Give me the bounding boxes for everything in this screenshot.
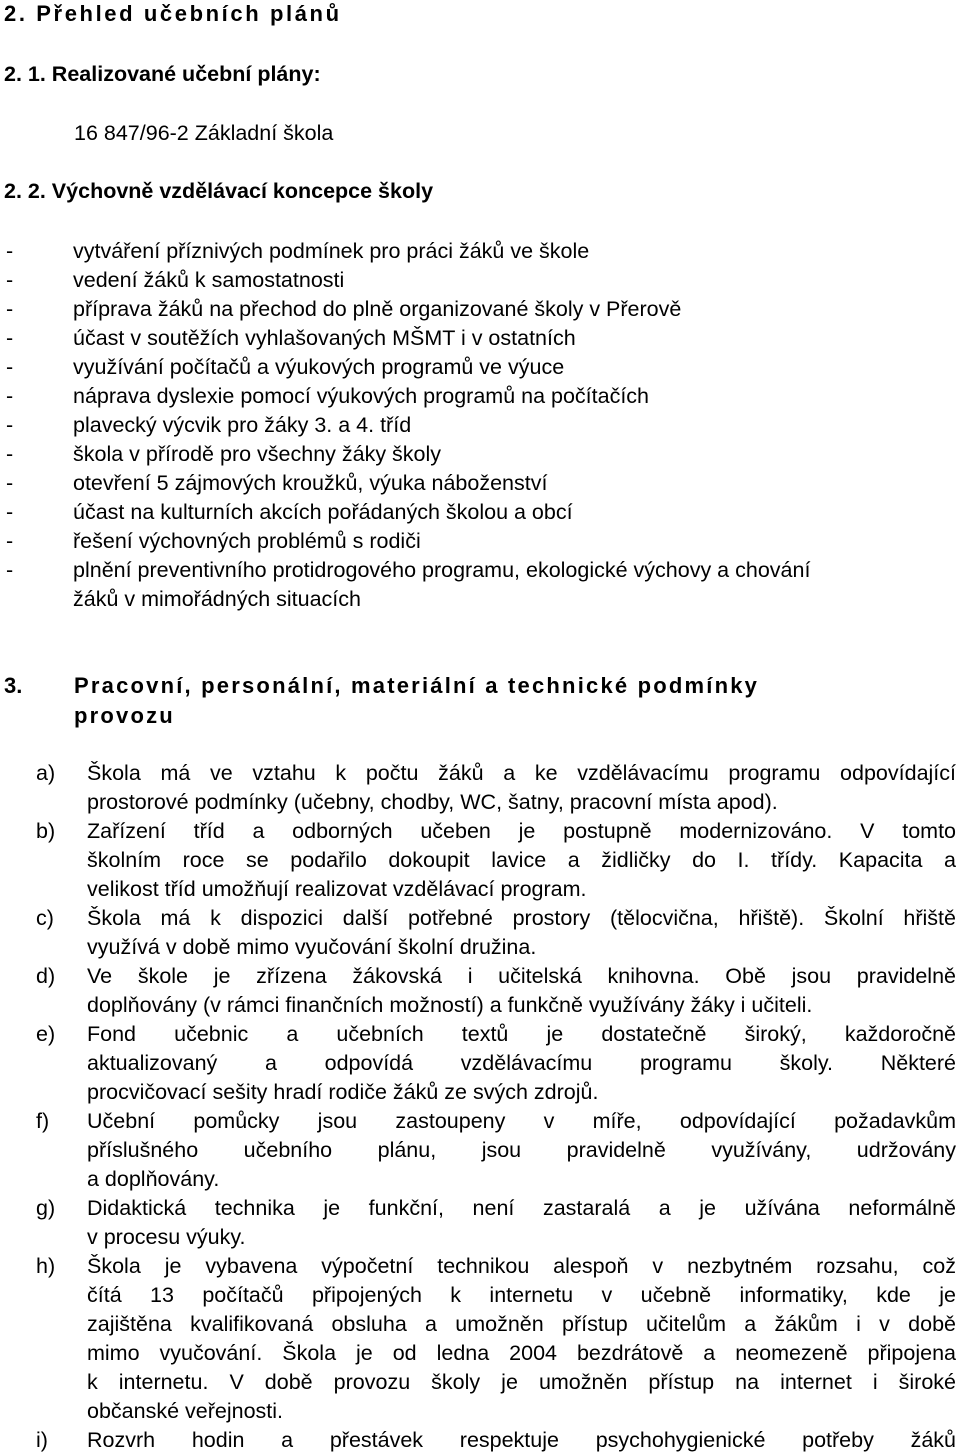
conditions-list	[4, 759, 956, 1455]
list-item: - účast na kulturních akcích pořádaných školou a obcí	[6, 500, 573, 524]
subsection-2-2-heading: 2. 2. Výchovně vzdělávací koncepce školy	[4, 179, 434, 203]
list-item: b) Zařízení tříd a odborných učeben je postupně modernizováno. V tomto školním roce se podařilo dokoupit lavice a židličky do I. třídy. Kapacita a velikost tříd umožňují realizovat vzdělávací program.	[36, 819, 956, 901]
list-item: a) Škola má ve vztahu k počtu žáků a ke vzdělávacímu programu odpovídající prostorové podmínky (učebny, chodby, WC, šatny, pracovní místa apod).	[36, 761, 956, 814]
section-3-title: 3. Pracovní, personální, materiální a technické podmínky provozu	[4, 673, 760, 728]
list-item: g) Didaktická technika je funkční, není zastaralá a je užívána neformálně v procesu výuky.	[36, 1196, 956, 1249]
list-item: - účast v soutěžích vyhlašovaných MŠMT i v ostatních	[6, 326, 576, 350]
list-item: h) Škola je vybavena výpočetní technikou alespoň v nezbytném rozsahu, což čítá 13 počítačů připojených k internetu v učebně informatiky, kde je zajištěna kvalifikovaná obsluha a umožněn přístup učitelům a žákům i v době mimo vyučování. Škola je od ledna 2004 bezdrátově a neomezeně připojena k internetu. V době provozu školy je umožněn přístup na internet i široké občanské veřejnosti.	[36, 1254, 956, 1423]
list-item: - otevření 5 zájmových kroužků, výuka náboženství	[6, 471, 548, 495]
concept-list	[4, 237, 954, 614]
list-item: d) Ve škole je zřízena žákovská i učitelská knihovna. Obě jsou pravidelně doplňovány (v rámci finančních možností) a funkčně využívány žáky i učiteli.	[36, 964, 956, 1017]
subsection-2-1-heading: 2. 1. Realizované učební plány:	[4, 62, 321, 86]
section-2-title: 2. Přehled učebních plánů	[4, 1, 342, 26]
list-item: c) Škola má k dispozici další potřebné prostory (tělocvična, hřiště). Školní hřiště využívá v době mimo vyučování školní družina.	[36, 906, 956, 959]
list-item: i) Rozvrh hodin a přestávek respektuje psychohygienické potřeby žáků	[36, 1428, 956, 1452]
list-item: - vytváření příznivých podmínek pro práci žáků ve škole	[6, 239, 590, 263]
list-item: - příprava žáků na přechod do plně organizované školy v Přerově	[6, 297, 682, 321]
list-item: - náprava dyslexie pomocí výukových programů na počítačích	[6, 384, 650, 408]
list-item: f) Učební pomůcky jsou zastoupeny v míře, odpovídající požadavkům příslušného učebního plánu, jsou pravidelně využívány, udržovány a doplňovány.	[36, 1109, 956, 1191]
list-item: e) Fond učebnic a učebních textů je dostatečně široký, každoročně aktualizovaný a odpovídá vzdělávacímu programu školy. Některé procvičovací sešity hradí rodiče žáků ze svých zdrojů.	[36, 1022, 956, 1104]
list-item: - škola v přírodě pro všechny žáky školy	[6, 442, 442, 466]
list-item: - využívání počítačů a výukových programů ve výuce	[6, 355, 565, 379]
list-item: - plavecký výcvik pro žáky 3. a 4. tříd	[6, 413, 412, 437]
list-item: - plnění preventivního protidrogového programu, ekologické výchovy a chování žáků v mimořádných situacích	[6, 558, 811, 611]
list-item: - vedení žáků k samostatnosti	[6, 268, 345, 292]
curriculum-plan: 16 847/96-2 Základní škola	[74, 121, 334, 145]
list-item: - řešení výchovných problémů s rodiči	[6, 529, 421, 553]
section-3-number: 3.	[4, 673, 23, 698]
